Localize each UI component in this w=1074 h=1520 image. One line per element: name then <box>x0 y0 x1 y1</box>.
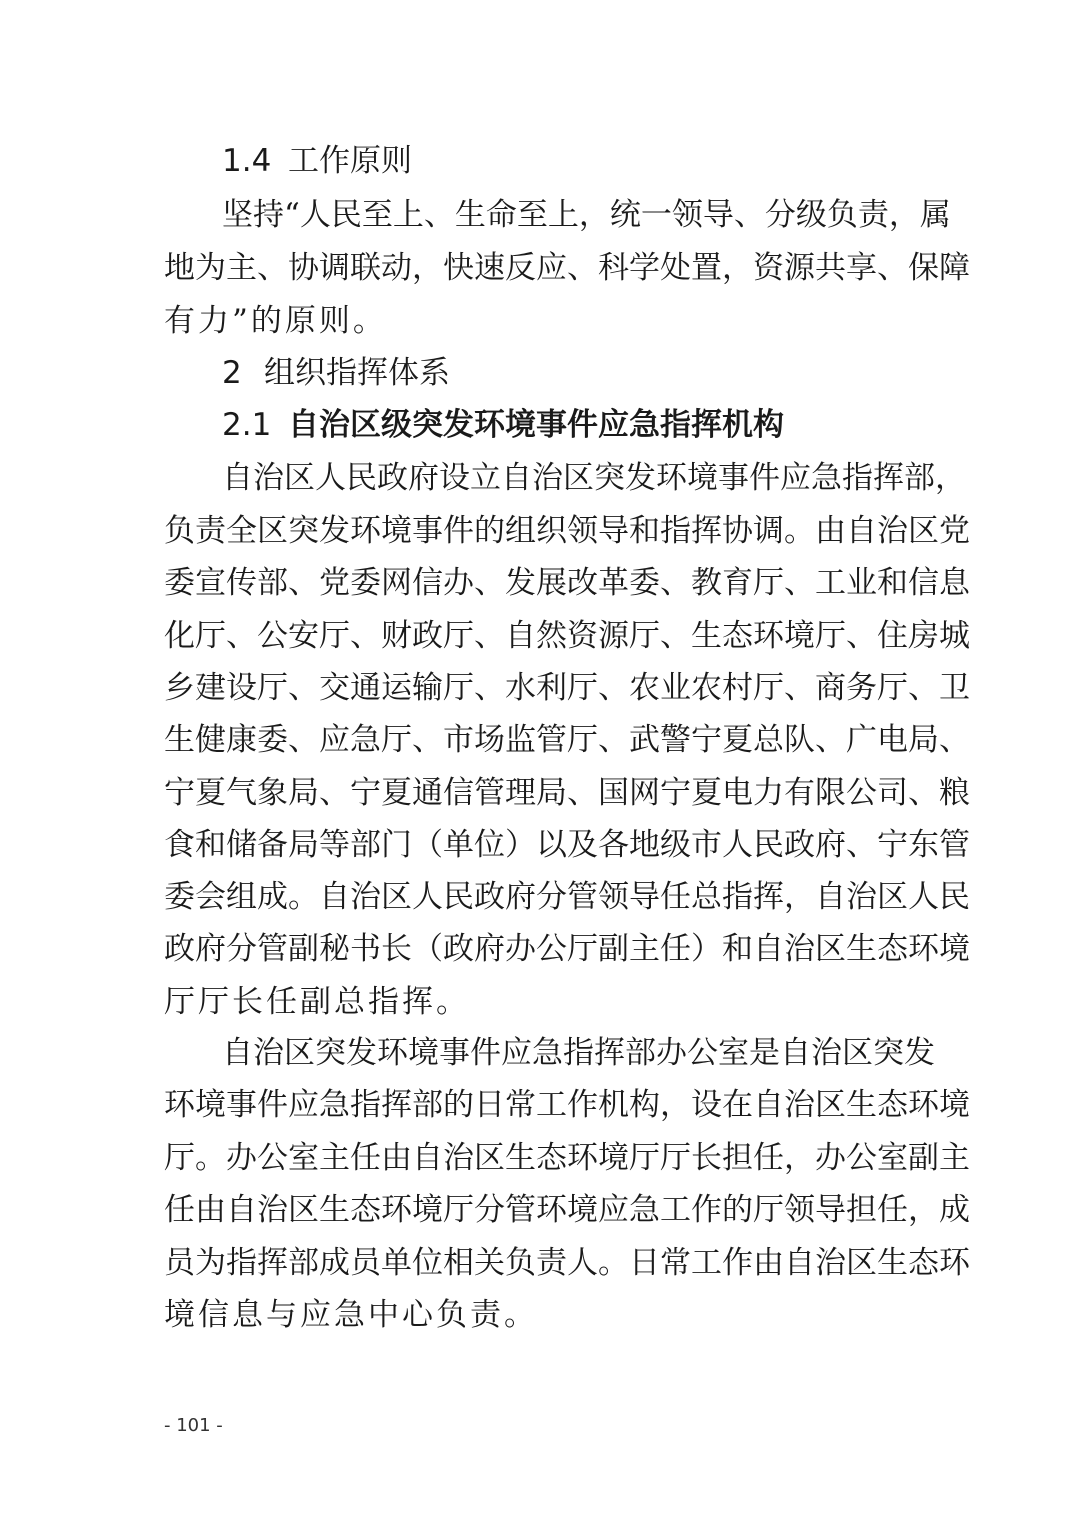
section-title: 工作原则 <box>288 143 412 179</box>
section-heading-2 <box>222 346 450 400</box>
section-title: 自治区级突发环境事件应急指挥机构 <box>288 407 784 443</box>
paragraph-line: 政府分管副秘书长（政府办公厅副主任）和自治区生态环境 <box>164 931 970 967</box>
section-number: 2 <box>222 355 242 391</box>
paragraph-line: 坚持“人民至上、生命至上，统一领导、分级负责，属 <box>222 197 951 233</box>
section-number: 1.4 <box>222 143 272 179</box>
paragraph-line: 委会组成。自治区人民政府分管领导任总指挥，自治区人民 <box>164 879 970 915</box>
section-title: 组织指挥体系 <box>264 355 450 391</box>
paragraph-line: 负责全区突发环境事件的组织领导和指挥协调。由自治区党 <box>164 513 970 549</box>
section-heading-1-4 <box>222 134 412 188</box>
paragraph-line: 员为指挥部成员单位相关负责人。日常工作由自治区生态环 <box>164 1245 970 1281</box>
paragraph-line: 厅厅长任副总指挥。 <box>164 984 470 1020</box>
section-heading-2-1 <box>222 398 784 452</box>
paragraph-line: 自治区人民政府设立自治区突发环境事件应急指挥部， <box>222 460 966 496</box>
paragraph-line: 地为主、协调联动，快速反应、科学处置，资源共享、保障 <box>164 250 970 286</box>
page-number: - 101 - <box>164 1415 223 1436</box>
paragraph-line: 境信息与应急中心负责。 <box>164 1297 538 1333</box>
paragraph-line: 任由自治区生态环境厅分管环境应急工作的厅领导担任，成 <box>164 1192 970 1228</box>
paragraph-line: 委宣传部、党委网信办、发展改革委、教育厅、工业和信息 <box>164 565 970 601</box>
paragraph-line: 食和储备局等部门（单位）以及各地级市人民政府、宁东管 <box>164 827 970 863</box>
paragraph-line: 自治区突发环境事件应急指挥部办公室是自治区突发 <box>222 1035 935 1071</box>
paragraph-line: 宁夏气象局、宁夏通信管理局、国网宁夏电力有限公司、粮 <box>164 775 970 811</box>
paragraph-line: 环境事件应急指挥部的日常工作机构，设在自治区生态环境 <box>164 1087 970 1123</box>
section-number: 2.1 <box>222 407 272 443</box>
paragraph-line: 厅。办公室主任由自治区生态环境厅厅长担任，办公室副主 <box>164 1140 970 1176</box>
paragraph-line: 化厅、公安厅、财政厅、自然资源厅、生态环境厅、住房城 <box>164 618 970 654</box>
paragraph-line: 有力”的原则。 <box>164 303 387 339</box>
paragraph-line: 乡建设厅、交通运输厅、水利厅、农业农村厅、商务厅、卫 <box>164 670 970 706</box>
paragraph-line: 生健康委、应急厅、市场监管厅、武警宁夏总队、广电局、 <box>164 722 970 758</box>
